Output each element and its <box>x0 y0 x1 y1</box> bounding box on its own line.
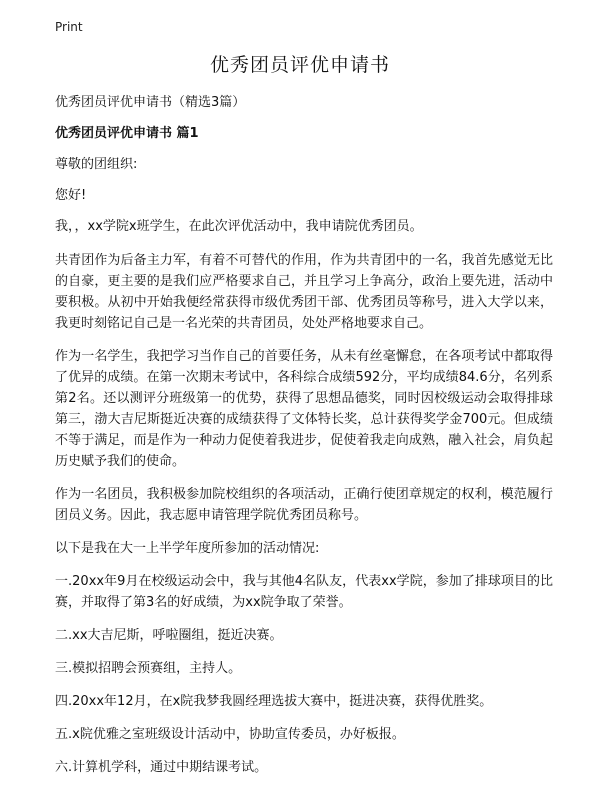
salutation: 尊敬的团组织: <box>55 157 138 172</box>
activity-item: 二.xx大吉尼斯，呼啦圈组，挺近决赛。 <box>55 628 283 643</box>
page-title: 优秀团员评优申请书 <box>209 54 390 76</box>
activity-item: 一.20xx年9月在校级运动会中，我与其他4名队友，代表xx学院，参加了排球项目的比赛，并取得了第3名的好成绩，为xx院争取了荣誉。 <box>55 574 553 610</box>
activity-item: 三.模拟招聘会预赛组，主持人。 <box>55 661 242 676</box>
body-paragraph: 作为一名学生，我把学习当作自己的首要任务，从未有丝毫懈怠，在各项考试中都取得了优异的成绩。在第一次期末考试中，各科综合成绩592分，平均成绩84.6分，名列系第2名。还以测评分班级第一的优势，获得了思想品德奖，同时因校级运动会取得排球第三，渤大吉尼斯挺近决赛的成绩获得了文体特长奖，总计获得奖学金700元。但成绩不等于满足，而是作为一种动力促使着我进步，促使着我走向成熟，融入社会，肩负起历史赋予我们的使命。 <box>55 349 553 469</box>
print-link[interactable]: Print <box>55 20 83 34</box>
activity-item: 六.计算机学科，通过中期结课考试。 <box>55 760 268 775</box>
body-paragraph: 共青团作为后备主力军，有着不可替代的作用，作为共青团中的一名，我首先感觉无比的自豪，更主要的是我们应严格要求自己，并且学习上争高分，政治上要先进，活动中要积极。从初中开始我便经常获得市级优秀团干部、优秀团员等称号，进入大学以来，我更时刻铭记自己是一名光荣的共青团员，处处严格地要求自己。 <box>55 253 553 331</box>
body-paragraph: 以下是我在大一上半学年度所参加的活动情况: <box>55 541 320 556</box>
body-paragraph: 作为一名团员，我积极参加院校组织的各项活动，正确行使团章规定的权利，模范履行团员义务。因此，我志愿申请管理学院优秀团员称号。 <box>55 487 553 523</box>
activity-item: 四.20xx年12月，在x院我梦我圆经理选拔大赛中，挺进决赛，获得优胜奖。 <box>55 694 493 709</box>
document-subtitle: 优秀团员评优申请书（精选3篇） <box>55 95 246 110</box>
activity-item: 五.x院优雅之室班级设计活动中，协助宣传委员，办好板报。 <box>55 727 405 742</box>
document-body <box>55 92 553 790</box>
section-heading: 优秀团员评优申请书 篇1 <box>55 126 199 141</box>
greeting: 您好! <box>55 188 87 203</box>
intro-paragraph: 我，，xx学院x班学生，在此次评优活动中，我申请院优秀团员。 <box>55 219 423 234</box>
